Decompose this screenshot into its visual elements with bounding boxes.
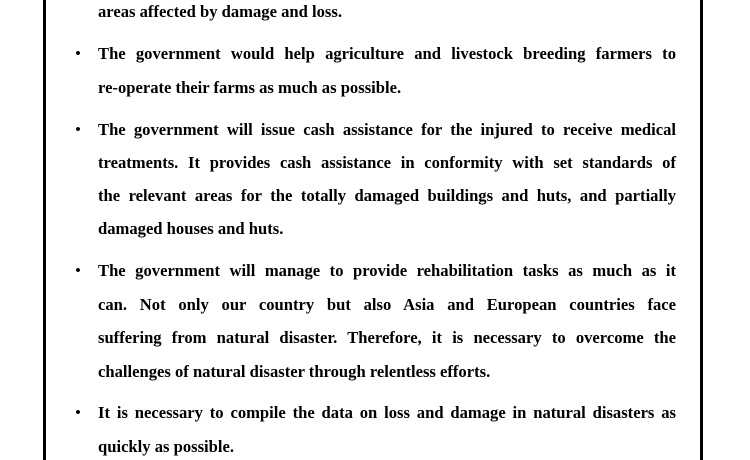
bullet-1-line-1: The government would help agriculture and livestock breeding farmers to xyxy=(98,44,676,63)
bullet-2-line-4: damaged houses and huts. xyxy=(98,219,284,238)
bullet-2-line-2: treatments. It provides cash assistance in conformity with set standards of xyxy=(98,153,676,172)
bullet-3-line-2: can. Not only our country but also Asia and European countries face xyxy=(98,295,676,314)
bullet-2-line-1: The government will issue cash assistance for the injured to receive medical xyxy=(98,120,676,139)
bullet-3-line-3: suffering from natural disaster. Therefore, it is necessary to overcome the xyxy=(98,328,676,347)
bullet-3-line-1: The government will manage to provide rehabilitation tasks as much as it xyxy=(98,261,676,280)
bullet-icon: • xyxy=(75,263,81,279)
intro-line: areas affected by damage and loss. xyxy=(98,2,342,21)
bullet-icon: • xyxy=(75,405,81,421)
bullet-2-line-3: the relevant areas for the totally damaged buildings and huts, and partially xyxy=(98,186,676,205)
bullet-4-line-2: quickly as possible. xyxy=(98,437,235,456)
bullet-icon: • xyxy=(75,122,81,138)
bullet-3-line-4: challenges of natural disaster through relentless efforts. xyxy=(98,362,491,381)
bullet-4-line-1: It is necessary to compile the data on loss and damage in natural disasters as xyxy=(98,403,676,422)
bullet-icon: • xyxy=(75,46,81,62)
bullet-1-line-2: re-operate their farms as much as possible. xyxy=(98,78,402,97)
